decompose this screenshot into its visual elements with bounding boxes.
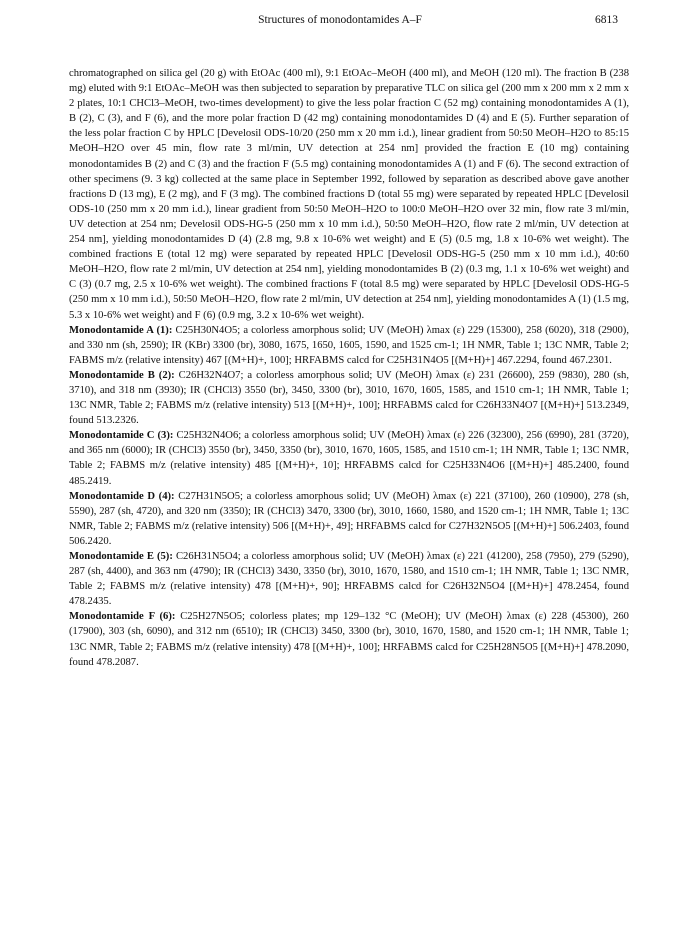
compound-entry-c xyxy=(69,428,629,488)
compound-name: Monodontamide D (4): xyxy=(69,490,175,502)
isolation-paragraph: chromatographed on silica gel (20 g) with EtOAc (400 ml), 9:1 EtOAc–MeOH (400 ml), and MeOH (120 ml). The fraction B (238 mg) eluted with 9:1 EtOAc–MeOH was then subjected to separation by preparative TLC on silica gel (200 mm x 200 mm x 2 mm x 2 plates, 10:1 CHCl3–MeOH, two-times development) to give the less polar fraction C (52 mg) containing monodontamides A (1), B (2), C (3), and F (6), and the more polar fraction D (42 mg) containing monodontamides D (4) and E (5). Further separation of the less polar fraction C by HPLC [Develosil ODS-10/20 (250 mm x 20 mm i.d.), linear gradient from 50:50 MeOH–H2O to 85:15 MeOH–H2O over 45 min, flow rate 3 ml/min, UV detection at 254 nm] provided the fraction E (10 mg) containing monodontamides B (2) and C (3) and the fraction F (5.5 mg) containing monodontamides A (1) and F (6). The second extraction of other specimens (9. 3 kg) collected at the same place in September 1992, followed by separation as described above gave another fractions D (13 mg), E (2 mg), and F (3 mg). The combined fractions D (total 55 mg) were separated by repeated HPLC [Develosil ODS-10 (250 mm x 20 mm i.d.), linear gradient from 50:50 MeOH–H2O to 100:0 MeOH–H2O over 32 min, flow rate 3 ml/min, UV detection at 254 nm; Develosil ODS-HG-5 (250 mm x 10 mm i.d.), 50:50 MeOH–H2O, flow rate 2 ml/min, UV detection at 254 nm], yielding monodontamides D (4) (2.8 mg, 9.8 x 10-6% wet weight) and E (5) (0.5 mg, 1.8 x 10-6% wet weight). The combined fractions E (total 12 mg) were separated by repeated HPLC [Develosil ODS-HG-5 (250 mm x 10 mm i.d.), 40:60 MeOH–H2O, flow rate 2 ml/min, UV detection at 254 nm], yielding monodontamides B (2) (0.3 mg, 1.1 x 10-6% wet weight) and C (3) (0.7 mg, 2.5 x 10-6% wet weight). The combined fractions F (total 8.5 mg) were separated by HPLC [Develosil ODS-HG-5 (250 mm x 10 mm i.d.), 50:50 MeOH–H2O, flow rate 2 ml/min, UV detection at 254 nm], yielding monodontamides A (1) (1.5 mg, 5.3 x 10-6% wet weight) and F (6) (0.9 mg, 3.2 x 10-6% wet weight). xyxy=(69,68,629,321)
compound-name: Monodontamide B (2): xyxy=(69,369,175,381)
compound-data: C26H32N4O7; a colorless amorphous solid; UV (MeOH) λmax (ε) 231 (26600), 259 (9830), 280 (sh, 3710), and 318 nm (3930); IR (CHCl3) 3550 (br), 3450, 3300 (br), 3010, 1670, 1605, 1585, and 1510 cm-1; 1H NMR, Table 1; 13C NMR, Table 2; FABMS m/z (relative intensity) 513 [(M+H)+, 100]; HRFABMS calcd for C26H33N4O7 [(M+H)+] 513.2349, found 513.2326. xyxy=(69,369,629,427)
running-title: Structures of monodontamides A–F xyxy=(258,14,422,26)
compound-name: Monodontamide E (5): xyxy=(69,551,173,562)
compound-data: C25H30N4O5; a colorless amorphous solid; UV (MeOH) λmax (ε) 229 (15300), 258 (6020), 318 (2900), and 330 nm (sh, 2590); IR (KBr) 3300 (br), 3080, 1675, 1650, 1605, 1590, and 1525 cm-1; 1H NMR, Table 1; 13C NMR, Table 2; FABMS m/z (relative intensity) 467 [(M+H)+, 100]; HRFABMS calcd for C25H31N4O5 [(M+H)+] 467.2294, found 467.2301. xyxy=(69,324,629,366)
experimental-section xyxy=(69,66,629,670)
compound-name: Monodontamide C (3): xyxy=(69,430,174,442)
compound-data: C27H31N5O5; a colorless amorphous solid; UV (MeOH) λmax (ε) 221 (37100), 260 (10900), 278 (sh, 5590), 287 (sh, 4720), and 320 nm (3350); IR (CHCl3) 3470, 3300 (br), 3010, 1660, 1580, and 1520 cm-1; 1H NMR, Table 1; 13C NMR, Table 2; FABMS m/z (relative intensity) 506 [(M+H)+, 49]; HRFABMS calcd for C27H32N5O5 [(M+H)+] 506.2403, found 506.2420. xyxy=(69,490,629,547)
compound-entry-f xyxy=(69,609,629,669)
compound-name: Monodontamide F (6): xyxy=(69,611,176,623)
compound-entry-b xyxy=(69,368,629,428)
compound-data: C25H27N5O5; colorless plates; mp 129–132 °C (MeOH); UV (MeOH) λmax (ε) 228 (45300), 260 (17900), 303 (sh, 6090), and 312 nm (6510); IR (CHCl3) 3450, 3300 (br), 3010, 1670, 1580, and 1520 cm-1; 1H NMR, Table 1; 13C NMR, Table 2; FABMS m/z (relative intensity) 478 [(M+H)+, 100]; HRFABMS calcd for C25H28N5O5 [(M+H)+] 478.2090, found 478.2087. xyxy=(69,611,629,668)
running-head xyxy=(0,14,680,28)
compound-entry-d xyxy=(69,489,629,549)
compound-entry-e xyxy=(69,549,629,609)
compound-data: C26H31N5O4; a colorless amorphous solid; UV (MeOH) λmax (ε) 221 (41200), 258 (7950), 279 (5290), 287 (sh, 4400), and 363 nm (4790); IR (CHCl3) 3430, 3350 (br), 3010, 1670, 1580, and 1510 cm-1; 1H NMR, Table 1; 13C NMR, Table 2; FABMS m/z (relative intensity) 478 [(M+H)+, 90]; HRFABMS calcd for C26H32N5O4 [(M+H)+] 478.2454, found 478.2435. xyxy=(69,551,629,608)
compound-name: Monodontamide A (1): xyxy=(69,324,173,336)
compound-data: C25H32N4O6; a colorless amorphous solid; UV (MeOH) λmax (ε) 226 (32300), 256 (6990), 281 (3720), and 365 nm (6000); IR (CHCl3) 3550 (br), 3450, 3350 (br), 3010, 1670, 1605, 1585, and 1510 cm-1; 1H NMR, Table 1; 13C NMR, Table 2; FABMS m/z (relative intensity) 485 [(M+H)+, 10]; HRFABMS calcd for C25H33N4O6 [(M+H)+] 485.2400, found 485.2419. xyxy=(69,430,629,487)
compound-entry-a xyxy=(69,323,629,368)
page-number: 6813 xyxy=(595,14,618,26)
